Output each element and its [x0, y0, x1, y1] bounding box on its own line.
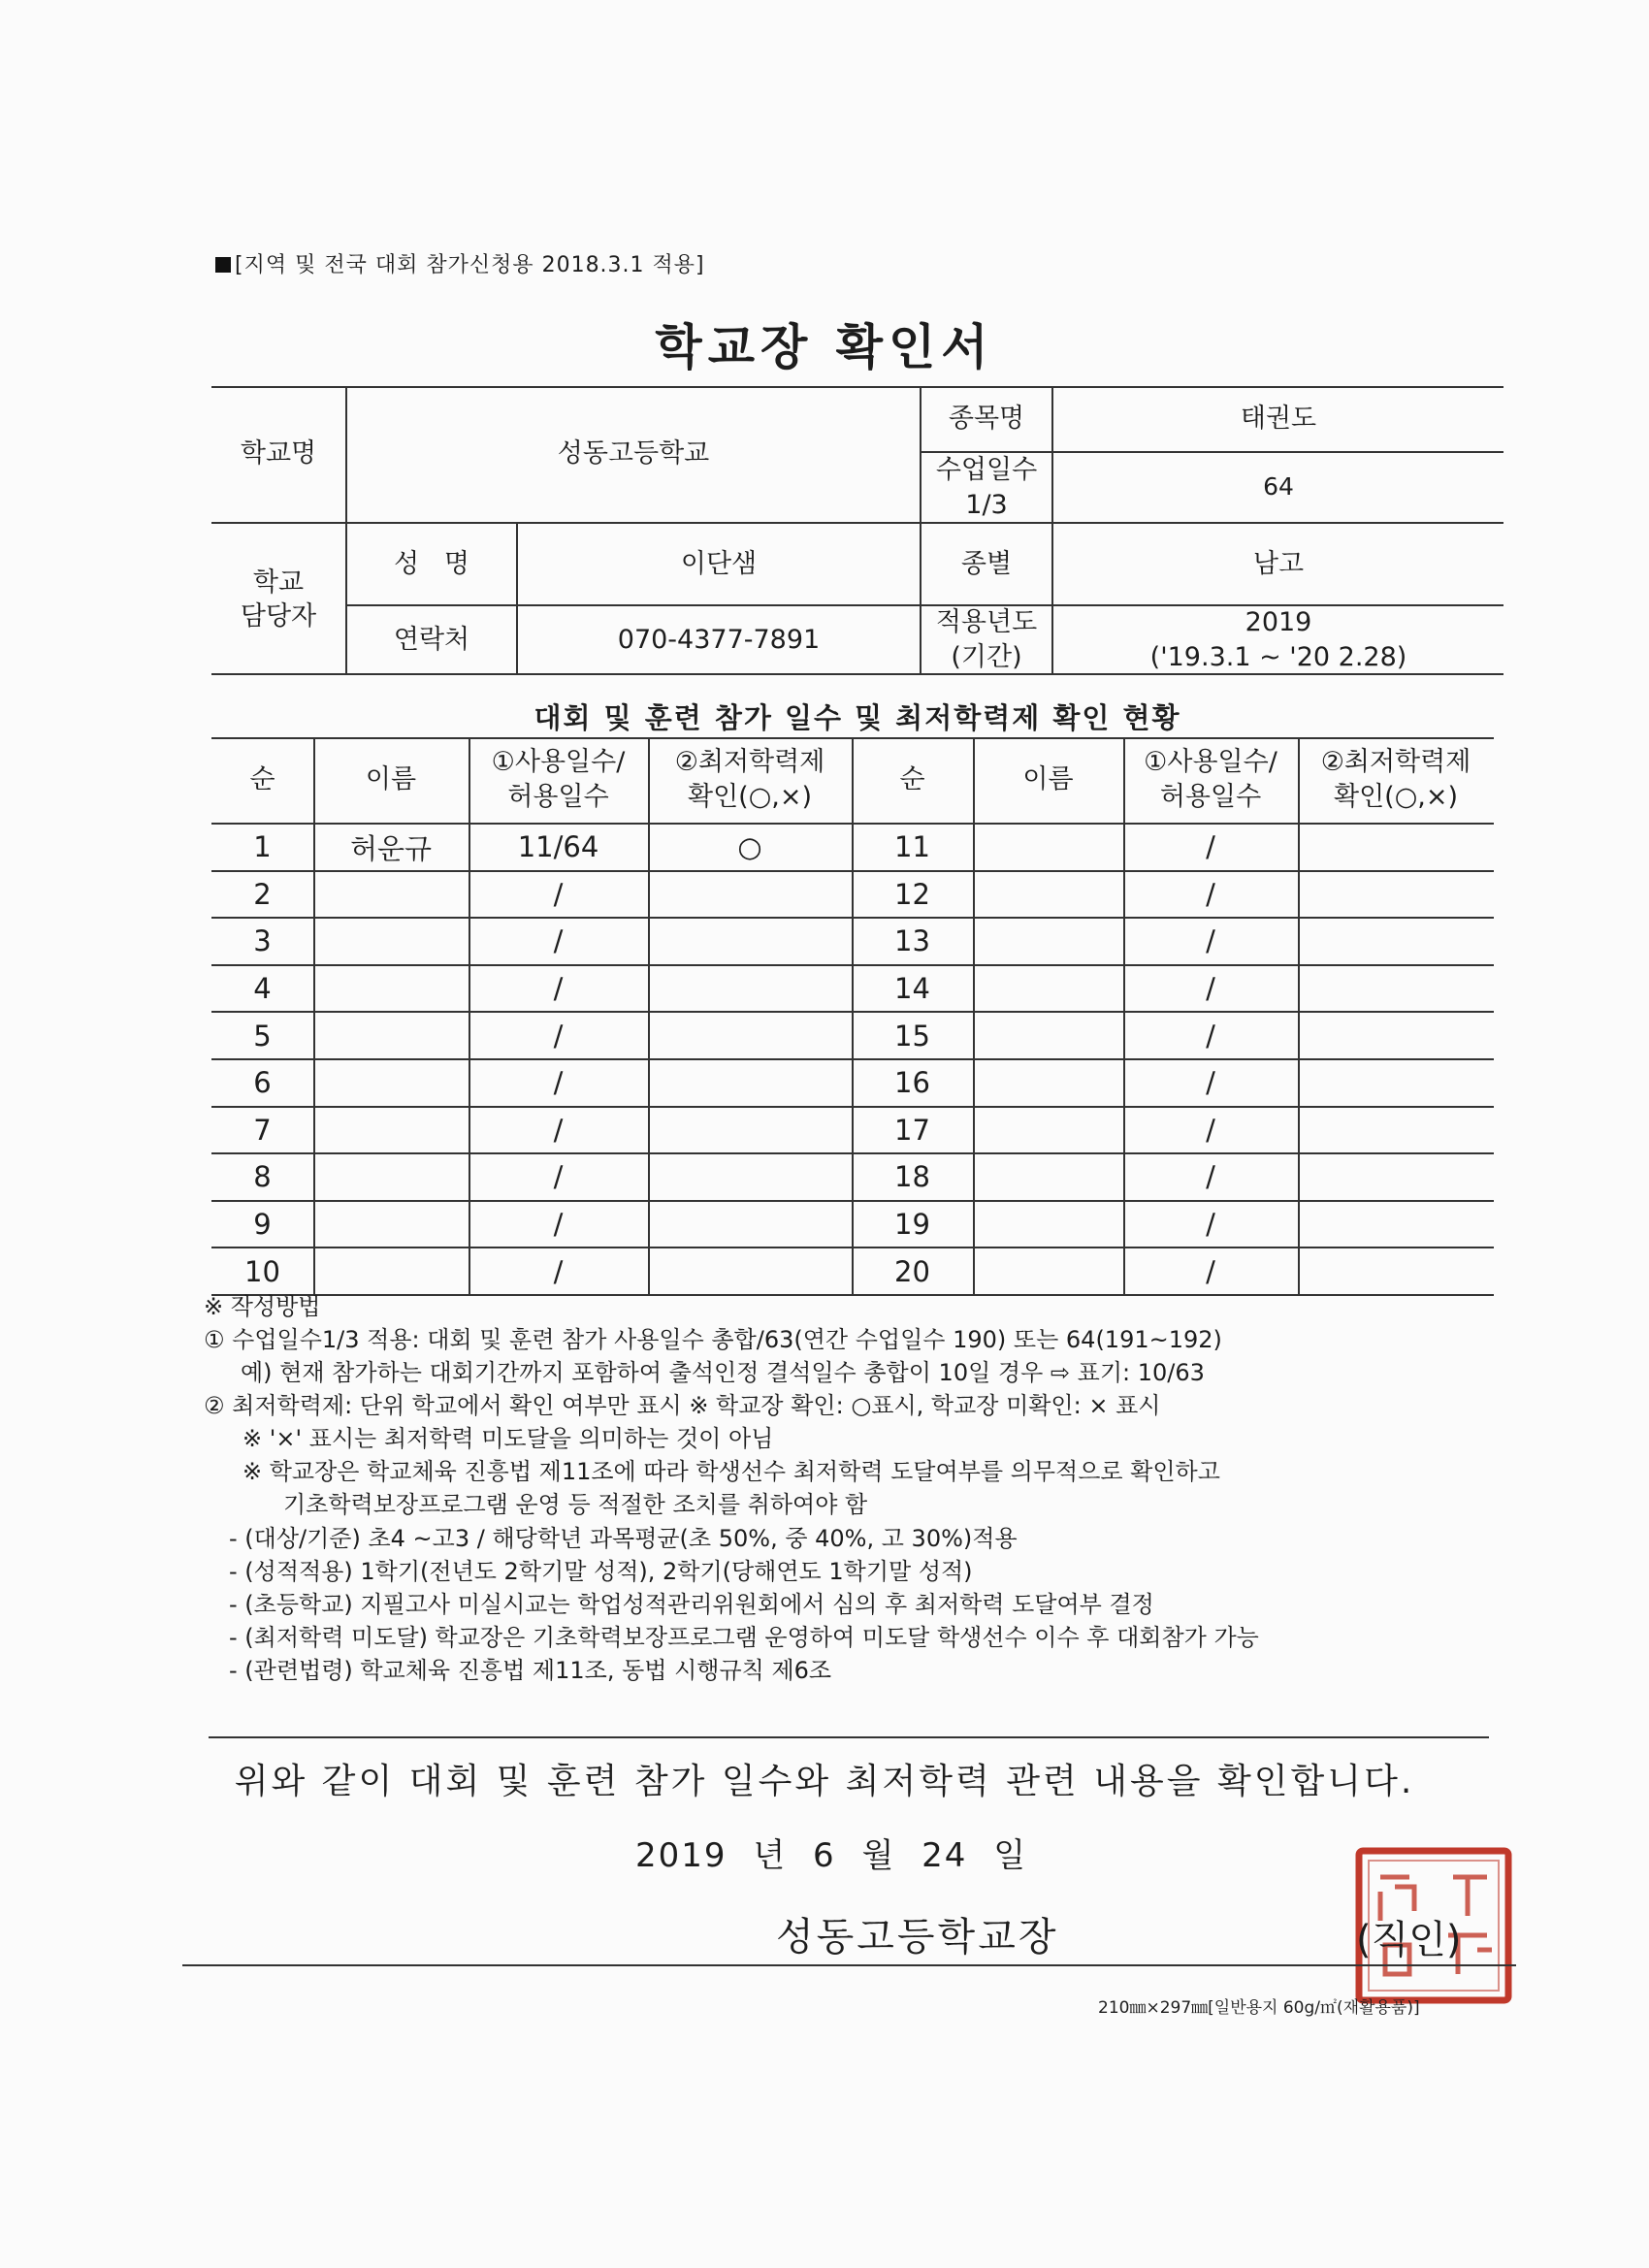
confirm-statement: 위와 같이 대회 및 훈련 참가 일수와 최저학력 관련 내용을 확인합니다. [234, 1762, 1415, 1801]
table-cell-no: 1 [253, 830, 272, 864]
col-header-used-days: ①사용일수/ 허용일수 [491, 746, 626, 812]
table-cell-days: / [1206, 1208, 1215, 1242]
table-cell-check [1298, 825, 1494, 870]
table-cell-name [313, 1108, 469, 1153]
table-cell-days: / [1206, 877, 1215, 911]
table-cell-name [313, 1013, 469, 1058]
table-cell-days: / [1206, 1254, 1215, 1288]
note-2a: ② 최저학력제: 단위 학교에서 확인 여부만 표시 ※ 학교장 확인: ○표시, 학교장 미확인: × 표시 [204, 1392, 1161, 1420]
col-header-name: 이름 [365, 763, 417, 794]
note-detail-1: - (대상/기준) 초4 ~고3 / 해당학년 과목평균(초 50%, 중 40%, 고 30%)적용 [229, 1524, 1018, 1552]
table-cell-check [1298, 1154, 1494, 1200]
table-cell-days: / [1206, 1113, 1215, 1147]
table-cell-check [1298, 1013, 1494, 1058]
table-cell-name [973, 1248, 1123, 1294]
table-cell-check [648, 919, 852, 964]
section-subtitle: 대회 및 훈련 참가 일수 및 최저학력제 확인 현황 [534, 701, 1181, 734]
table-cell-check: ○ [737, 830, 762, 864]
table-cell-days: / [553, 1208, 564, 1242]
class-days-label: 수업일수 1/3 [935, 455, 1038, 520]
table-cell-no: 5 [253, 1019, 272, 1053]
col-header-min-academic: ②최저학력제 확인(○,×) [674, 746, 825, 812]
table-cell-days: / [553, 1254, 564, 1288]
table-cell-days: / [553, 924, 564, 958]
table-cell-name [313, 966, 469, 1012]
school-label: 학교명 [240, 438, 317, 470]
instructions [204, 1290, 1504, 1687]
table-cell-no: 3 [253, 924, 272, 958]
table-cell-days: / [553, 1019, 564, 1053]
table-cell-name [973, 919, 1123, 964]
table-cell-days: / [1206, 1160, 1215, 1194]
table-cell-no: 11 [894, 830, 930, 864]
table-cell-check [1298, 872, 1494, 918]
col-header-used-days: ①사용일수/ 허용일수 [1144, 746, 1277, 812]
table-cell-no: 14 [894, 972, 930, 1006]
table-cell-check [648, 1248, 852, 1294]
col-header-no: 순 [249, 763, 275, 794]
table-cell-check [1298, 1248, 1494, 1294]
table-cell-no: 2 [253, 877, 272, 911]
seal-label: (직인) [1356, 1918, 1462, 1962]
note-2b: ※ '×' 표시는 최저학력 미도달을 의미하는 것이 아님 [242, 1425, 774, 1453]
category-value: 남고 [1252, 548, 1305, 579]
table-cell-check [1298, 1202, 1494, 1247]
table-cell-no: 7 [253, 1113, 272, 1147]
table-cell-days: 11/64 [517, 830, 599, 864]
table-cell-no: 13 [894, 924, 930, 958]
contact-label: 연락처 [393, 624, 470, 655]
table-cell-check [648, 1154, 852, 1200]
note-1a: ① 수업일수1/3 적용: 대회 및 훈련 참가 사용일수 총합/63(연간 수업일수 190) 또는 64(191~192) [204, 1326, 1222, 1354]
table-cell-no: 19 [894, 1208, 930, 1242]
table-cell-days: / [553, 1113, 564, 1147]
table-cell-check [1298, 1060, 1494, 1106]
table-cell-days: / [553, 877, 564, 911]
note-detail-3: - (초등학교) 지필고사 미실시교는 학업성적관리위원회에서 심의 후 최저학력 도달여부 결정 [229, 1590, 1154, 1618]
category-label: 종별 [960, 548, 1013, 579]
name-label: 성 명 [394, 548, 469, 579]
table-cell-name [313, 872, 469, 918]
table-cell-no: 6 [253, 1066, 272, 1100]
paper-spec-footer: 210㎜×297㎜[일반용지 60g/㎡(재활용품)] [1098, 1998, 1420, 2018]
table-cell-no: 20 [894, 1254, 930, 1288]
notes-heading: ※ 작성방법 [204, 1293, 321, 1320]
col-header-min-academic: ②최저학력제 확인(○,×) [1320, 746, 1471, 812]
table-cell-name [313, 1248, 469, 1294]
divider [209, 1736, 1489, 1738]
table-cell-check [648, 1060, 852, 1106]
table-cell-name [973, 1108, 1123, 1153]
table-cell-days: / [1206, 972, 1215, 1006]
manager-label: 학교 담당자 [240, 567, 317, 632]
note-2d: 기초학력보장프로그램 운영 등 적절한 조치를 취하여야 함 [283, 1491, 868, 1519]
participation-table [211, 737, 1494, 1308]
table-cell-no: 10 [244, 1254, 280, 1288]
form-header: [지역 및 전국 대회 참가신청용 2018.3.1 적용] [215, 248, 705, 278]
table-cell-name [973, 966, 1123, 1012]
col-header-name: 이름 [1022, 763, 1074, 794]
note-1b: 예) 현재 참가하는 대회기간까지 포함하여 출석인정 결석일수 총합이 10일 경우 ⇨ 표기: 10/63 [241, 1359, 1205, 1387]
table-cell-days: / [1206, 924, 1215, 958]
signer-name: 성동고등학교장 [776, 1915, 1059, 1960]
name-value: 이단샘 [680, 548, 758, 579]
table-cell-days: / [1206, 1066, 1215, 1100]
table-cell-no: 4 [253, 972, 272, 1006]
year-label: 적용년도 (기간) [935, 607, 1038, 672]
table-cell-check [648, 1013, 852, 1058]
table-cell-no: 8 [253, 1160, 272, 1194]
note-detail-2: - (성적적용) 1학기(전년도 2학기말 성적), 2학기(당해연도 1학기말 성적) [229, 1557, 973, 1585]
square-bullet-icon [215, 257, 231, 273]
col-header-no: 순 [899, 763, 925, 794]
table-cell-check [648, 1108, 852, 1153]
table-cell-days: / [1206, 830, 1215, 864]
issue-date: 2019 년 6 월 24 일 [635, 1836, 1028, 1875]
table-cell-name [313, 1202, 469, 1247]
table-cell-check [648, 1202, 852, 1247]
table-cell-name: 허운규 [349, 831, 433, 865]
table-cell-no: 17 [894, 1113, 930, 1147]
table-cell-name [313, 919, 469, 964]
table-cell-check [648, 966, 852, 1012]
table-cell-name [313, 1154, 469, 1200]
table-cell-no: 18 [894, 1160, 930, 1194]
table-cell-days: / [553, 1066, 564, 1100]
note-detail-4: - (최저학력 미도달) 학교장은 기초학력보장프로그램 운영하여 미도달 학생선수 이수 후 대회참가 가능 [229, 1623, 1259, 1651]
bottom-divider [182, 1964, 1516, 1966]
contact-value: 070-4377-7891 [617, 624, 821, 655]
table-cell-no: 16 [894, 1066, 930, 1100]
school-name: 성동고등학교 [557, 438, 710, 470]
table-cell-name [973, 1060, 1123, 1106]
note-detail-5: - (관련법령) 학교체육 진흥법 제11조, 동법 시행규칙 제6조 [229, 1656, 832, 1684]
table-cell-days: / [553, 1160, 564, 1194]
class-days-value: 64 [1263, 472, 1294, 502]
table-cell-name [973, 825, 1123, 870]
table-cell-check [648, 872, 852, 918]
table-cell-name [973, 1013, 1123, 1058]
table-cell-name [973, 872, 1123, 918]
year-value: 2019 ('19.3.1 ~ '20 2.28) [1149, 607, 1407, 672]
table-cell-no: 9 [253, 1208, 272, 1242]
note-2c: ※ 학교장은 학교체육 진흥법 제11조에 따라 학생선수 최저학력 도달여부를 의무적으로 확인하고 [242, 1458, 1220, 1486]
table-cell-name [313, 1060, 469, 1106]
table-cell-check [1298, 919, 1494, 964]
table-cell-name [973, 1202, 1123, 1247]
table-cell-no: 12 [894, 877, 930, 911]
document-title: 학교장 확인서 [655, 319, 994, 375]
table-cell-name [973, 1154, 1123, 1200]
table-cell-no: 15 [894, 1019, 930, 1053]
table-cell-days: / [1206, 1019, 1215, 1053]
info-table [211, 386, 1504, 675]
event-value: 태권도 [1240, 403, 1317, 434]
table-cell-check [1298, 1108, 1494, 1153]
table-cell-check [1298, 966, 1494, 1012]
event-label: 종목명 [948, 403, 1025, 434]
table-cell-days: / [553, 972, 564, 1006]
